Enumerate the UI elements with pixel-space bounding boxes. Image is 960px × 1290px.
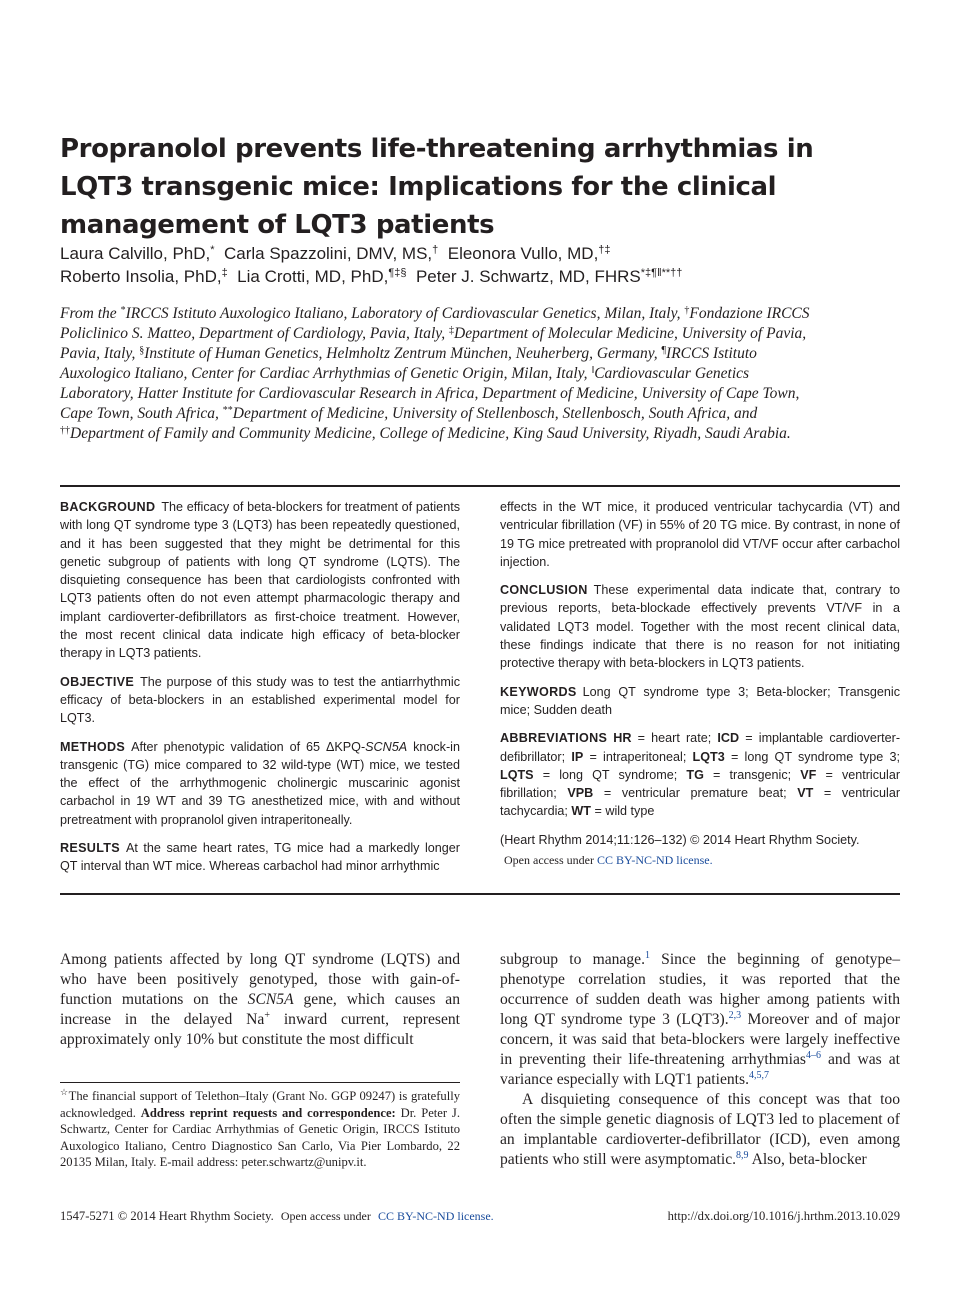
author-affiliation-mark: *‡¶‖**†† — [640, 267, 683, 279]
abstract-abbreviations: ABBREVIATIONS HR = heart rate; ICD = implantable cardioverter-defibrillator; IP = intraperitoneal; LQT3 = long QT syndrome type 3; LQTS = long QT syndrome; TG = transgenic; VF = ventricular fibrillation; VPB = ventricular premature beat; VT = ventricular tachycardia; WT = wild type — [500, 731, 901, 819]
reference-link[interactable]: 4–6 — [805, 1050, 821, 1061]
author-name: Peter J. Schwartz, MD, FHRS — [415, 267, 641, 286]
reference-link[interactable]: 1 — [644, 950, 650, 961]
abstract-left-column — [60, 498, 460, 886]
author-name: Carla Spazzolini, DMV, MS, — [223, 244, 433, 263]
author-name: Lia Crotti, MD, PhD, — [237, 267, 389, 286]
affiliation: Fondazione IRCCS Policlinico S. Matteo, Department of Cardiology, Pavia, Italy, — [60, 305, 810, 342]
affiliations: From the *IRCCS Istituto Auxologico Italiano, Laboratory of Cardiovascular Genetics, Milan, Italy, †Fondazione IRCCS Policlinico S. Matteo, Department of Cardiology, Pavia, Italy, ‡Department of Molecular Medicine, University of Pavia, Pavia, Italy, §Institute of Human Genetics, Helmholtz Zentrum München, Neuherberg, Germany, ¶IRCCS Istituto Auxologico Italiano, Center for Cardiac Arrhythmias of Genetic Origin, Milan, Italy, ‖Cardiovascular Genetics Laboratory, Hatter Institute for Cardiovascular Research in Africa, Department of Medicine, University of Cape Town, Cape Town, South Africa, **Department of Medicine, University of Stellenbosch, Stellenbosch, South Africa, and ††Department of Family and Community Medicine, College of Medicine, King Saud University, Riyadh, Saudi Arabia. — [60, 305, 810, 442]
author-name: Roberto Insolia, PhD, — [60, 267, 222, 286]
affiliation: Cardiovascular Genetics Laboratory, Hatter Institute for Cardiovascular Research in Africa, Department of Medicine, University of Cape Town, Cape Town, South Africa, — [60, 365, 800, 422]
section-heading: BACKGROUND — [60, 500, 156, 514]
abstract-background: BACKGROUND The efficacy of beta-blockers for treatment of patients with long QT syndrome type 3 (LQT3) has been repeatedly questioned, and it has been suggested that they might be detrimental for this genetic subgroup of patients with long QT syndrome (LQTS). The disquieting consequence has been that cardiologists confronted with LQT3 patients often do not even attempt pharmacologic therapy and implant cardioverter-defibrillators as first-choice treatment. However, the most recent clinical data indicate high efficacy of beta-blocker therapy in LQT3 patients. — [60, 500, 460, 661]
affiliation: Department of Molecular Medicine, University of Pavia, Pavia, Italy, — [60, 325, 807, 362]
author-name: Eleonora Vullo, MD, — [447, 244, 599, 263]
body-paragraph: Among patients affected by long QT syndrome (LQTS) and who have been positively genotyped, those with gain-of-function mutations on the SCN5A gene, which causes an increase in the delayed Na+ inward current, represent approximately only 10% but constitute the most difficult — [60, 951, 461, 1048]
section-heading: METHODS — [60, 739, 126, 754]
journal-citation: (Heart Rhythm 2014;11:126–132) © 2014 Heart Rhythm Society. — [500, 832, 860, 847]
correspondence-label: Address reprint requests and correspondence: — [140, 1105, 396, 1120]
reference-link[interactable]: 2,3 — [728, 1010, 742, 1021]
author-affiliation-mark: † — [432, 244, 439, 256]
article-title: Propranolol prevents life-threatening arrhythmias in LQT3 transgenic mice: Implications for the clinical management of LQT3 patients — [60, 134, 814, 241]
body-paragraph: A disquieting consequence of this concept was that too often the simple genetic diagnosis of LQT3 led to placement of an implantable cardioverter-defibrillator (ICD), even among patients who still were asymptomatic.$^{8,9}$ Also, beta-blocker — [500, 1091, 900, 1168]
abstract-right-column — [500, 498, 900, 869]
doi-link[interactable]: http://dx.doi.org/10.1016/j.hrthm.2013.10.029 — [667, 1209, 900, 1223]
affiliation: Institute of Human Genetics, Helmholtz Zentrum München, Neuherberg, Germany, — [144, 345, 658, 362]
reference-link[interactable]: 8,9 — [736, 1150, 749, 1161]
page-footer-left — [60, 1209, 494, 1224]
affiliation: IRCCS Istituto Auxologico Italiano, Center for Cardiac Arrhythmias of Genetic Origin, Milan, Italy, — [60, 345, 757, 382]
section-heading: ABBREVIATIONS — [500, 731, 608, 746]
author-affiliation-mark: ¶‡§ — [388, 267, 407, 279]
abstract-objective: OBJECTIVE The purpose of this study was to test the antiarrhythmic efficacy of beta-blockers in an established experimental model for LQT3. — [60, 674, 460, 726]
open-access-note: Open access under CC BY-NC-ND license. — [504, 853, 713, 868]
abstract-results: RESULTS At the same heart rates, TG mice had a markedly longer QT interval than WT mice. Whereas carbachol had minor arrhythmic — [60, 841, 460, 874]
reference-link[interactable]: 4,5,7 — [748, 1070, 769, 1081]
author-name: Laura Calvillo, PhD, — [60, 244, 211, 263]
footnote-rule — [60, 1082, 460, 1083]
body-left-column — [60, 950, 460, 1050]
author-affiliation-mark: * — [210, 244, 215, 256]
body-right-column — [500, 950, 900, 1170]
open-access-note: Open access under — [280, 1209, 371, 1223]
footnote-mark: ☆ — [60, 1087, 69, 1097]
abstract-top-rule — [60, 485, 900, 487]
author-affiliation-mark: †‡ — [598, 244, 611, 256]
author-affiliation-mark: ‡ — [221, 267, 228, 279]
footnote: ☆The financial support of Telethon–Italy (Grant No. GGP 09247) is gratefully acknowledged. Address reprint requests and correspondence: Dr. Peter J. Schwartz, Center for Cardiac Arrhythmias of Genetic Origin, IRCCS Istituto Auxologico Italiano, Centro Diagnostico San Carlo, Via Pier Lombardo, 22 20135 Milan, Italy. E-mail address: peter.schwartz@unipv.it. — [60, 1087, 460, 1169]
gene-name: SCN5A — [247, 991, 294, 1008]
gene-name: SCN5A — [365, 739, 408, 754]
license-link[interactable]: CC BY-NC-ND license. — [378, 1209, 494, 1223]
body-paragraph: subgroup to manage.$^1$ Since the beginning of genotype–phenotype correlation studies, it was reported that the occurrence of sudden death was higher among patients with long QT syndrome type 3 (LQT3).$^{2,3}$ Moreover and of major concern, it was said that beta-blockers were largely ineffective in preventing their life-threatening arrhythmias$^{4-6}$ and was at variance especially with LQT1 patients.$^{4,5,7}$ — [500, 950, 900, 1088]
abstract-bottom-rule — [60, 893, 900, 895]
abstract-methods: METHODS After phenotypic validation of 65 ΔKPQ-SCN5A knock-in transgenic (TG) mice compared to 32 wild-type (WT) mice, we tested the effect of the arrhythmogenic cholinergic muscarinic agonist carbachol in 19 WT and 39 TG anesthetized mice, with and without pretreatment with propranolol given intraperitoneally. — [60, 739, 460, 827]
section-heading: KEYWORDS — [500, 684, 577, 699]
correspondence-address: Dr. Peter J. Schwartz, Center for Cardiac Arrhythmias of Genetic Origin, IRCCS Istituto Auxologico Italiano, Centro Diagnostico San Carlo, Via Pier Lombardo, 22 20135 Milan, Italy. E-mail address: peter.schwartz@unipv.it. — [60, 1105, 460, 1169]
abstract-results-continued: effects in the WT mice, it produced ventricular tachycardia (VT) and ventricular fibrillation (VF) in 55% of 20 TG mice. By contrast, in none of 19 TG mice pretreated with propranolol did VT/VF occur after carbachol injection. — [500, 500, 900, 569]
abstract-keywords: KEYWORDS Long QT syndrome type 3; Beta-blocker; Transgenic mice; Sudden death — [500, 684, 900, 717]
section-heading: RESULTS — [60, 841, 120, 856]
section-heading: OBJECTIVE — [60, 674, 135, 689]
issn-copyright: 1547-5271 © 2014 Heart Rhythm Society. — [60, 1209, 274, 1223]
affiliation: Department of Medicine, University of Stellenbosch, Stellenbosch, South Africa, and — [232, 405, 758, 422]
affiliation: IRCCS Istituto Auxologico Italiano, Laboratory of Cardiovascular Genetics, Milan, Italy, — [125, 305, 681, 322]
abstract-conclusion: CONCLUSION These experimental data indicate that, contrary to previous reports, beta-blockade effectively prevents VT/VF in a validated LQT3 model. Together with the most recent clinical data, these findings indicate that there is no reason for not initiating protective therapy with beta-blockers in LQT3 patients. — [500, 583, 900, 671]
license-link[interactable]: CC BY-NC-ND license. — [596, 853, 713, 868]
ion-charge: + — [264, 1010, 270, 1021]
author-list — [60, 242, 900, 288]
affiliation: Department of Family and Community Medicine, College of Medicine, King Saud University, Riyadh, Saudi Arabia. — [70, 425, 791, 442]
section-heading: CONCLUSION — [500, 583, 588, 598]
